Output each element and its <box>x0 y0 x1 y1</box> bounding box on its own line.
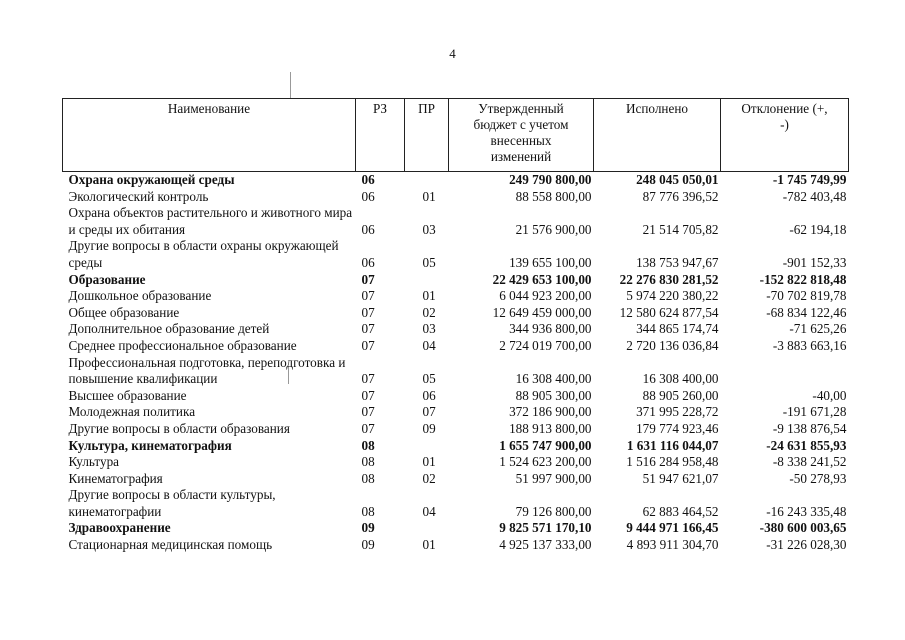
row-name: Молодежная политика <box>68 404 196 420</box>
table-row <box>63 355 849 388</box>
row-pr: 04 <box>422 337 436 353</box>
row-executed: 87 776 396,52 <box>642 188 719 204</box>
row-rz: 07 <box>361 288 375 304</box>
row-deviation: -8 338 241,52 <box>772 454 847 470</box>
row-name: Охрана объектов растительного и животного мира и среды их обитания <box>68 205 353 237</box>
row-approved: 79 126 800,00 <box>515 503 592 519</box>
header-executed: Исполнено <box>594 99 721 172</box>
row-pr: 09 <box>422 420 436 436</box>
row-name: Общее образование <box>68 304 180 320</box>
budget-table <box>62 98 849 554</box>
page-number: 4 <box>449 46 456 61</box>
table-row <box>63 454 849 471</box>
table-row <box>63 438 849 455</box>
row-executed: 179 774 923,46 <box>636 420 719 436</box>
scan-mark-top <box>290 72 291 98</box>
table-row <box>63 338 849 355</box>
row-pr: 03 <box>422 321 436 337</box>
table-row <box>63 471 849 488</box>
row-rz: 07 <box>361 420 375 436</box>
row-deviation: -70 702 819,78 <box>766 288 847 304</box>
row-rz: 08 <box>361 454 375 470</box>
row-deviation: -68 834 122,46 <box>766 304 847 320</box>
table-row <box>63 487 849 520</box>
row-name: Культура <box>68 454 120 470</box>
row-approved: 4 925 137 333,00 <box>499 537 592 553</box>
row-executed: 9 444 971 166,45 <box>626 520 719 536</box>
row-pr: 03 <box>422 221 436 237</box>
row-executed: 22 276 830 281,52 <box>619 271 719 287</box>
table-row <box>63 305 849 322</box>
table-row <box>63 272 849 289</box>
table-row <box>63 238 849 271</box>
row-rz: 06 <box>361 221 375 237</box>
row-rz: 07 <box>361 304 375 320</box>
row-deviation: -50 278,93 <box>789 470 847 486</box>
row-name: Другие вопросы в области охраны окружающей среды <box>68 238 339 270</box>
row-name: Профессиональная подготовка, переподготовка и повышение квалификации <box>68 354 346 387</box>
row-name: Охрана окружающей среды <box>68 172 235 187</box>
table-row <box>63 388 849 405</box>
row-approved: 188 913 800,00 <box>509 420 592 436</box>
row-executed: 4 893 911 304,70 <box>626 537 719 553</box>
row-deviation: -71 625,26 <box>789 321 847 337</box>
row-rz: 07 <box>361 337 375 353</box>
row-pr: 02 <box>422 470 436 486</box>
header-approved: Утвержденный бюджет с учетом внесенных изменений <box>449 99 594 172</box>
row-pr: 02 <box>422 304 436 320</box>
row-pr <box>405 172 449 189</box>
row-rz: 09 <box>361 520 375 536</box>
row-name: Культура, кинематография <box>68 437 232 453</box>
row-rz: 06 <box>361 254 375 270</box>
row-approved: 21 576 900,00 <box>515 221 592 237</box>
row-rz: 07 <box>361 271 375 287</box>
row-executed: 2 720 136 036,84 <box>626 337 719 353</box>
row-pr <box>405 520 449 537</box>
row-pr <box>405 438 449 455</box>
row-deviation: -40,00 <box>812 387 847 403</box>
row-executed: 21 514 705,82 <box>642 221 719 237</box>
row-approved: 6 044 923 200,00 <box>499 288 592 304</box>
row-approved: 1 655 747 900,00 <box>499 437 592 453</box>
row-name: Здравоохранение <box>68 520 171 536</box>
row-executed: 1 631 116 044,07 <box>626 437 719 453</box>
row-deviation <box>721 355 849 388</box>
table-row <box>63 421 849 438</box>
row-approved: 88 558 800,00 <box>515 188 592 204</box>
row-deviation: -152 822 818,48 <box>759 271 847 287</box>
row-deviation: -3 883 663,16 <box>772 337 847 353</box>
row-name: Стационарная медицинская помощь <box>68 537 273 553</box>
header-rz: РЗ <box>356 99 405 172</box>
row-approved: 2 724 019 700,00 <box>499 337 592 353</box>
row-deviation: -901 152,33 <box>782 254 847 270</box>
row-pr: 07 <box>422 404 436 420</box>
row-rz: 06 <box>361 172 375 187</box>
row-approved: 249 790 800,00 <box>509 172 592 187</box>
row-deviation: -782 403,48 <box>782 188 847 204</box>
row-executed: 138 753 947,67 <box>636 254 719 270</box>
table-row <box>63 537 849 554</box>
row-approved: 12 649 459 000,00 <box>492 304 592 320</box>
row-name: Дошкольное образование <box>68 288 212 304</box>
row-name: Образование <box>68 271 146 287</box>
table-row <box>63 321 849 338</box>
row-approved: 22 429 653 100,00 <box>492 271 592 287</box>
row-name: Экологический контроль <box>68 188 209 204</box>
row-approved: 9 825 571 170,10 <box>499 520 592 536</box>
row-rz: 07 <box>361 404 375 420</box>
table-row <box>63 205 849 238</box>
row-name: Среднее профессиональное образование <box>68 337 297 353</box>
row-rz: 07 <box>361 371 375 387</box>
row-deviation: -191 671,28 <box>782 404 847 420</box>
header-name: Наименование <box>63 99 356 172</box>
row-pr: 01 <box>422 188 436 204</box>
row-approved: 344 936 800,00 <box>509 321 592 337</box>
row-rz: 08 <box>361 470 375 486</box>
row-deviation: -1 745 749,99 <box>772 172 847 187</box>
row-approved: 88 905 300,00 <box>515 387 592 403</box>
row-rz: 09 <box>361 537 375 553</box>
row-pr: 05 <box>422 371 436 387</box>
table-row <box>63 404 849 421</box>
row-rz: 07 <box>361 321 375 337</box>
row-pr: 05 <box>422 254 436 270</box>
table-row <box>63 172 849 189</box>
table-row <box>63 520 849 537</box>
row-pr: 01 <box>422 454 436 470</box>
header-pr: ПР <box>405 99 449 172</box>
row-pr <box>405 272 449 289</box>
row-executed: 51 947 621,07 <box>642 470 719 486</box>
row-executed: 371 995 228,72 <box>636 404 719 420</box>
row-executed: 344 865 174,74 <box>636 321 719 337</box>
row-pr: 04 <box>422 503 436 519</box>
row-approved: 372 186 900,00 <box>509 404 592 420</box>
row-approved: 51 997 900,00 <box>515 470 592 486</box>
row-executed: 248 045 050,01 <box>636 172 719 187</box>
row-pr: 06 <box>422 387 436 403</box>
row-deviation: -380 600 003,65 <box>759 520 847 536</box>
row-name: Другие вопросы в области образования <box>68 420 290 436</box>
row-rz: 07 <box>361 387 375 403</box>
row-approved: 16 308 400,00 <box>515 371 592 387</box>
row-pr: 01 <box>422 288 436 304</box>
row-pr: 01 <box>422 537 436 553</box>
row-executed: 12 580 624 877,54 <box>619 304 719 320</box>
row-deviation: -9 138 876,54 <box>772 420 847 436</box>
row-name: Дополнительное образование детей <box>68 321 270 337</box>
row-executed: 5 974 220 380,22 <box>626 288 719 304</box>
row-rz: 08 <box>361 503 375 519</box>
row-executed: 16 308 400,00 <box>642 371 719 387</box>
row-executed: 1 516 284 958,48 <box>626 454 719 470</box>
table-body <box>63 172 849 554</box>
row-approved: 1 524 623 200,00 <box>499 454 592 470</box>
row-name: Высшее образование <box>68 387 187 403</box>
row-deviation: -16 243 335,48 <box>766 503 847 519</box>
row-name: Кинематография <box>68 470 163 486</box>
table-header-row <box>63 99 849 172</box>
table-row <box>63 288 849 305</box>
row-name: Другие вопросы в области культуры, кинематографии <box>68 487 276 519</box>
row-deviation: -62 194,18 <box>789 221 847 237</box>
table-row <box>63 189 849 206</box>
row-deviation: -31 226 028,30 <box>766 537 847 553</box>
row-approved: 139 655 100,00 <box>509 254 592 270</box>
row-rz: 06 <box>361 188 375 204</box>
row-deviation: -24 631 855,93 <box>766 437 847 453</box>
row-rz: 08 <box>361 437 375 453</box>
header-deviation: Отклонение (+, -) <box>721 99 849 172</box>
row-executed: 88 905 260,00 <box>642 387 719 403</box>
row-executed: 62 883 464,52 <box>642 503 719 519</box>
